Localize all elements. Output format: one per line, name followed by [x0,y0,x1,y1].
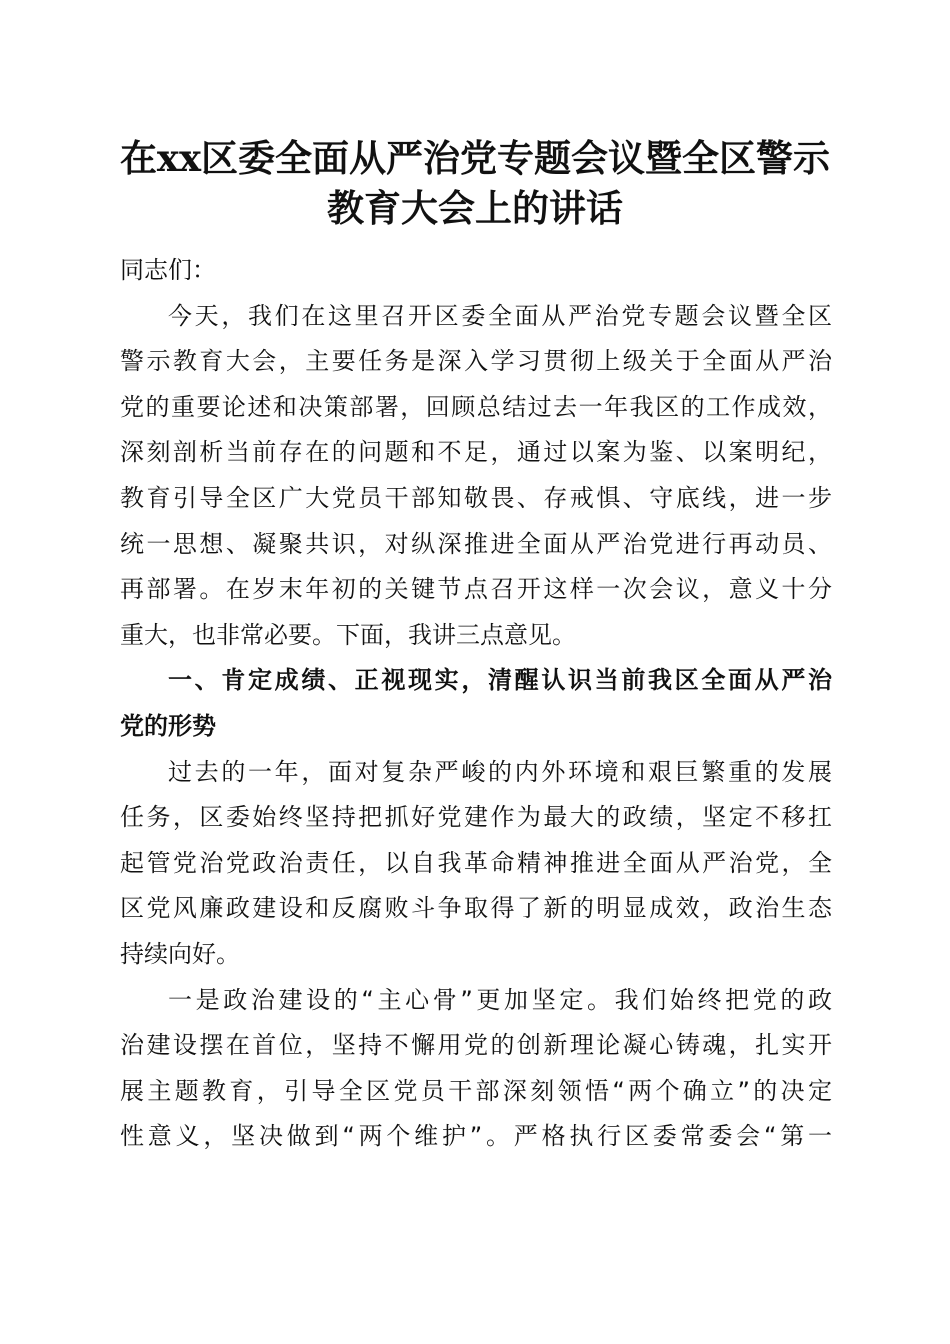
paragraph-line: 再部署。在岁末年初的关键节点召开这样一次会议，意义十分 [120,575,832,604]
paragraph-political-building [120,978,832,1160]
paragraph-opening [120,294,832,659]
paragraph-line: 区党风廉政建设和反腐败斗争取得了新的明显成效，政治生态 [120,894,832,923]
paragraph-line: 统一思想、凝聚共识，对纵深推进全面从严治党进行再动员、 [120,529,832,558]
section-heading-1 [120,658,832,749]
paragraph-line: 警示教育大会，主要任务是深入学习贯彻上级关于全面从严治 [120,347,832,376]
paragraph-line: 起管党治党政治责任，以自我革命精神推进全面从严治党，全 [120,848,832,877]
paragraph-situation [120,750,832,978]
heading-line: 党的形势 [120,711,216,740]
paragraph-line: 深刻剖析当前存在的问题和不足，通过以案为鉴、以案明纪， [120,438,832,467]
paragraph-line: 治建设摆在首位，坚持不懈用党的创新理论凝心铸魂，扎实开 [120,1031,832,1060]
paragraph-line: 性意义，坚决做到“两个维护”。严格执行区委常委会“第一 [120,1122,832,1151]
document-body [120,248,832,1160]
paragraph-line: 重大，也非常必要。下面，我讲三点意见。 [120,620,576,649]
heading-line: 一、肯定成绩、正视现实，清醒认识当前我区全面从严治 [168,666,832,695]
paragraph-line: 教育引导全区广大党员干部知敬畏、存戒惧、守底线，进一步 [120,483,832,512]
paragraph-line: 任务，区委始终坚持把抓好党建作为最大的政绩，坚定不移扛 [120,803,832,832]
paragraph-line: 持续向好。 [120,939,240,968]
paragraph-line: 今天，我们在这里召开区委全面从严治党专题会议暨全区 [168,301,832,330]
paragraph-line: 一是政治建设的“主心骨”更加坚定。我们始终把党的政 [168,985,832,1014]
document-title-line-2: 教育大会上的讲话 [327,186,623,230]
salutation: 同志们： [120,256,216,284]
paragraph-line: 过去的一年，面对复杂严峻的内外环境和艰巨繁重的发展 [168,757,832,786]
document-title-line-1: 在xx区委全面从严治党专题会议暨全区警示 [119,136,831,180]
paragraph-line: 党的重要论述和决策部署，回顾总结过去一年我区的工作成效， [120,392,832,421]
paragraph-line: 展主题教育，引导全区党员干部深刻领悟“两个确立”的决定 [120,1076,832,1105]
